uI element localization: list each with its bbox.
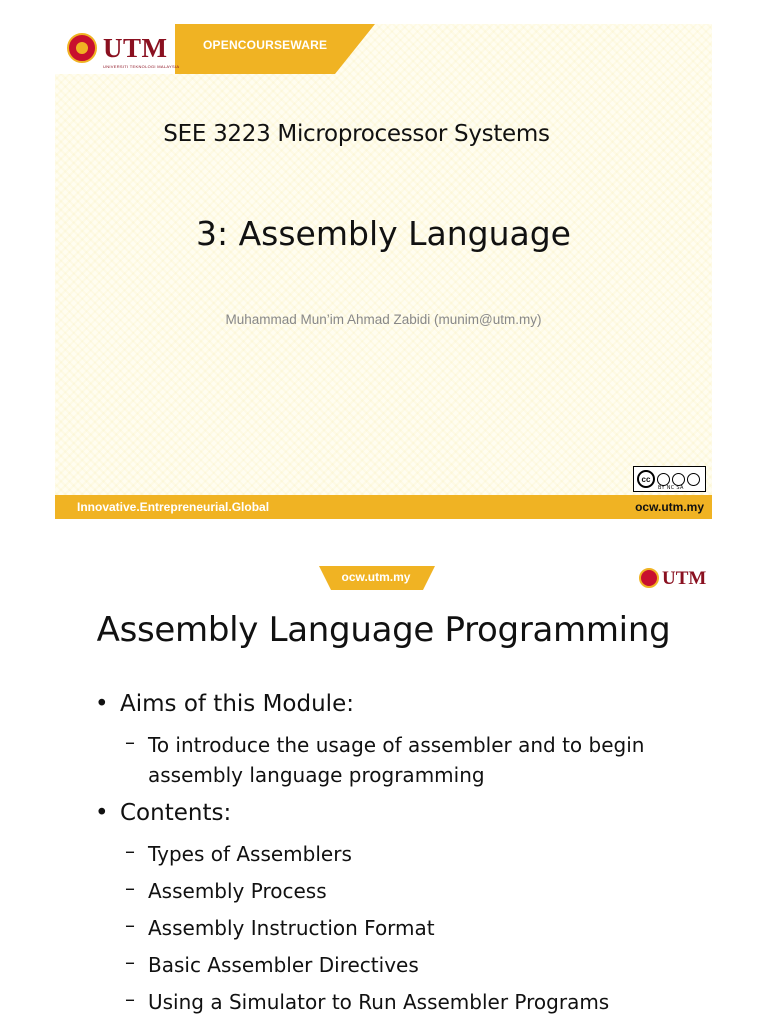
course-title: SEE 3223 Microprocessor Systems xyxy=(163,121,550,147)
list-item-text: Using a Simulator to Run Assembler Programs xyxy=(148,990,610,1014)
by-icon xyxy=(657,473,670,486)
utm-logo-text: UTM xyxy=(662,567,707,589)
dash-icon: – xyxy=(125,913,135,937)
author-line: Muhammad Mun’im Ahmad Zabidi (munim@utm.my) xyxy=(225,312,542,327)
opencourseware-label: OPENCOURSEWARE xyxy=(203,38,328,52)
list-item-text: Assembly Instruction Format xyxy=(148,916,435,940)
bullet-text: Contents: xyxy=(120,800,232,826)
bullet-icon: • xyxy=(95,800,109,826)
utm-logo-text: UTM xyxy=(103,32,168,63)
lecture-title: 3: Assembly Language xyxy=(195,214,571,253)
list-item-text: Types of Assemblers xyxy=(148,842,352,866)
footer-bar xyxy=(55,495,712,519)
dash-icon: – xyxy=(125,839,135,863)
footer-url: ocw.utm.my xyxy=(635,500,704,514)
header-url: ocw.utm.my xyxy=(341,570,411,584)
cc-icon: cc xyxy=(637,470,655,488)
bullet-icon: • xyxy=(95,691,109,717)
utm-seal-icon xyxy=(67,33,97,63)
dash-icon: – xyxy=(125,730,135,754)
dash-icon: – xyxy=(125,987,135,1011)
content-slide xyxy=(55,560,735,1024)
utm-logo-tagline: UNIVERSITI TEKNOLOGI MALAYSIA xyxy=(103,64,180,69)
sub-item-text: assembly language programming xyxy=(148,763,485,787)
cc-license-badge xyxy=(633,466,706,492)
cc-license-terms: BY NC SA xyxy=(658,485,684,491)
title-slide xyxy=(55,24,712,519)
utm-logo xyxy=(67,33,168,63)
nc-icon xyxy=(672,473,685,486)
dash-icon: – xyxy=(125,950,135,974)
list-item-text: Basic Assembler Directives xyxy=(148,953,419,977)
list-item-text: Assembly Process xyxy=(148,879,327,903)
dash-icon: – xyxy=(125,876,135,900)
bullet-text: Aims of this Module: xyxy=(120,691,354,717)
sub-item-text: To introduce the usage of assembler and to begin xyxy=(148,733,645,757)
utm-logo-small xyxy=(639,568,706,588)
sa-icon xyxy=(687,473,700,486)
utm-seal-icon xyxy=(639,568,659,588)
footer-tagline: Innovative.Entrepreneurial.Global xyxy=(77,500,270,514)
slide-title: Assembly Language Programming xyxy=(96,610,671,650)
